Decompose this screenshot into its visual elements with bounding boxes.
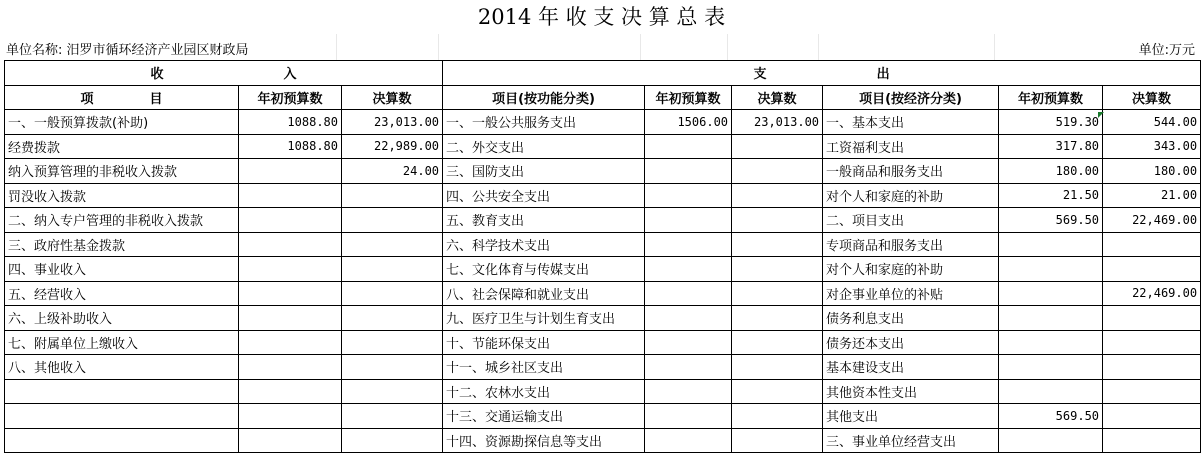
func-item-cell: 七、文化体育与传媒支出 xyxy=(443,257,645,282)
income-budget-cell xyxy=(239,183,342,208)
econ-budget-cell xyxy=(999,355,1103,380)
econ-final-cell xyxy=(1103,379,1201,404)
income-item-cell: 三、政府性基金拨款 xyxy=(5,232,239,257)
econ-item-cell: 债务利息支出 xyxy=(823,306,999,331)
budget-table xyxy=(4,60,1201,453)
table-row xyxy=(5,379,1201,404)
econ-budget-cell: 569.50 xyxy=(999,404,1103,429)
func-item-cell: 十三、交通运输支出 xyxy=(443,404,645,429)
table-row xyxy=(5,183,1201,208)
income-budget-cell xyxy=(239,404,342,429)
income-item-cell: 四、事业收入 xyxy=(5,257,239,282)
econ-item-cell: 三、事业单位经营支出 xyxy=(823,428,999,453)
section-header-row xyxy=(5,61,1201,86)
income-final-cell xyxy=(342,355,443,380)
econ-budget-cell xyxy=(999,379,1103,404)
income-label-2: 入 xyxy=(283,67,297,83)
income-item-cell: 一、一般预算拨款(补助) xyxy=(5,110,239,135)
func-item-cell: 十、节能环保支出 xyxy=(443,330,645,355)
item-label-1: 项 xyxy=(80,91,94,107)
report-title: 2014 年 收 支 决 算 总 表 xyxy=(477,5,726,29)
func-item-cell: 五、教育支出 xyxy=(443,208,645,233)
econ-final-cell: 22,469.00 xyxy=(1103,281,1201,306)
econ-final-cell xyxy=(1103,257,1201,282)
func-item-cell: 三、国防支出 xyxy=(443,159,645,184)
func-budget-cell xyxy=(645,379,732,404)
col-header-final-income: 决算数 xyxy=(342,85,443,110)
func-item-cell: 八、社会保障和就业支出 xyxy=(443,281,645,306)
income-budget-cell xyxy=(239,208,342,233)
econ-final-cell xyxy=(1103,306,1201,331)
col-header-budget-income: 年初预算数 xyxy=(239,85,342,110)
econ-budget-cell xyxy=(999,257,1103,282)
income-item-cell: 七、附属单位上缴收入 xyxy=(5,330,239,355)
col-header-budget-econ: 年初预算数 xyxy=(999,85,1103,110)
func-final-cell xyxy=(732,281,823,306)
func-final-cell xyxy=(732,379,823,404)
econ-budget-cell: 317.80 xyxy=(999,134,1103,159)
func-final-cell xyxy=(732,208,823,233)
col-header-budget-func: 年初预算数 xyxy=(645,85,732,110)
expense-label-1: 支 xyxy=(753,67,767,83)
func-final-cell xyxy=(732,330,823,355)
econ-budget-cell xyxy=(999,330,1103,355)
income-budget-cell xyxy=(239,330,342,355)
func-budget-cell xyxy=(645,330,732,355)
func-final-cell: 23,013.00 xyxy=(732,110,823,135)
table-row xyxy=(5,306,1201,331)
econ-final-cell xyxy=(1103,428,1201,453)
econ-item-cell: 一般商品和服务支出 xyxy=(823,159,999,184)
econ-budget-cell: 569.50 xyxy=(999,208,1103,233)
func-budget-cell xyxy=(645,232,732,257)
econ-item-cell: 其他资本性支出 xyxy=(823,379,999,404)
func-final-cell xyxy=(732,355,823,380)
table-row xyxy=(5,208,1201,233)
income-item-cell: 六、上级补助收入 xyxy=(5,306,239,331)
income-final-cell xyxy=(342,257,443,282)
func-budget-cell xyxy=(645,355,732,380)
income-item-cell: 五、经营收入 xyxy=(5,281,239,306)
func-final-cell xyxy=(732,183,823,208)
income-final-cell xyxy=(342,330,443,355)
income-item-cell: 罚没收入拨款 xyxy=(5,183,239,208)
econ-item-cell: 二、项目支出 xyxy=(823,208,999,233)
table-row xyxy=(5,281,1201,306)
income-budget-cell xyxy=(239,379,342,404)
cell-comment-marker xyxy=(1098,112,1104,118)
table-row xyxy=(5,257,1201,282)
func-item-cell: 一、一般公共服务支出 xyxy=(443,110,645,135)
income-budget-cell: 1088.80 xyxy=(239,134,342,159)
econ-budget-cell: 519.30 xyxy=(999,110,1103,135)
func-budget-cell xyxy=(645,134,732,159)
income-final-cell xyxy=(342,281,443,306)
table-row xyxy=(5,330,1201,355)
table-row xyxy=(5,159,1201,184)
income-final-cell xyxy=(342,232,443,257)
econ-item-cell: 对个人和家庭的补助 xyxy=(823,257,999,282)
econ-final-cell: 544.00 xyxy=(1103,110,1201,135)
unit-info-row xyxy=(0,34,1203,60)
func-final-cell xyxy=(732,232,823,257)
func-final-cell xyxy=(732,134,823,159)
econ-final-cell xyxy=(1103,355,1201,380)
econ-item-cell: 基本建设支出 xyxy=(823,355,999,380)
econ-item-cell: 其他支出 xyxy=(823,404,999,429)
econ-item-cell: 工资福利支出 xyxy=(823,134,999,159)
column-header-row xyxy=(5,85,1201,110)
col-header-func-item: 项目(按功能分类) xyxy=(443,85,645,110)
income-budget-cell xyxy=(239,281,342,306)
col-header-item xyxy=(5,85,239,110)
col-header-final-func: 决算数 xyxy=(732,85,823,110)
func-item-cell: 十一、城乡社区支出 xyxy=(443,355,645,380)
econ-item-cell: 对个人和家庭的补助 xyxy=(823,183,999,208)
unit-currency: 单位:万元 xyxy=(1138,43,1195,58)
col-header-econ-item: 项目(按经济分类) xyxy=(823,85,999,110)
func-budget-cell xyxy=(645,306,732,331)
func-final-cell xyxy=(732,159,823,184)
func-final-cell xyxy=(732,404,823,429)
func-budget-cell xyxy=(645,208,732,233)
expense-section-header xyxy=(443,61,1201,86)
income-budget-cell xyxy=(239,232,342,257)
econ-final-cell xyxy=(1103,330,1201,355)
income-final-cell xyxy=(342,404,443,429)
func-budget-cell xyxy=(645,404,732,429)
econ-final-cell xyxy=(1103,232,1201,257)
econ-item-cell: 一、基本支出 xyxy=(823,110,999,135)
col-header-final-econ: 决算数 xyxy=(1103,85,1201,110)
income-final-cell: 24.00 xyxy=(342,159,443,184)
item-label-2: 目 xyxy=(149,91,163,107)
func-item-cell: 十二、农林水支出 xyxy=(443,379,645,404)
income-item-cell: 纳入预算管理的非税收入拨款 xyxy=(5,159,239,184)
grid-line xyxy=(640,34,641,60)
econ-final-cell: 343.00 xyxy=(1103,134,1201,159)
econ-item-cell: 债务还本支出 xyxy=(823,330,999,355)
econ-final-cell: 180.00 xyxy=(1103,159,1201,184)
econ-budget-cell: 21.50 xyxy=(999,183,1103,208)
table-row xyxy=(5,355,1201,380)
income-budget-cell xyxy=(239,306,342,331)
income-section-header xyxy=(5,61,443,86)
func-budget-cell xyxy=(645,281,732,306)
func-budget-cell xyxy=(645,257,732,282)
table-row xyxy=(5,110,1201,135)
grid-line xyxy=(438,34,439,60)
grid-line xyxy=(818,34,819,60)
income-item-cell xyxy=(5,428,239,453)
func-item-cell: 六、科学技术支出 xyxy=(443,232,645,257)
table-row xyxy=(5,232,1201,257)
econ-final-cell xyxy=(1103,404,1201,429)
table-row xyxy=(5,428,1201,453)
econ-final-cell: 22,469.00 xyxy=(1103,208,1201,233)
income-item-cell xyxy=(5,379,239,404)
table-row xyxy=(5,404,1201,429)
func-budget-cell xyxy=(645,159,732,184)
econ-budget-cell xyxy=(999,281,1103,306)
func-final-cell xyxy=(732,306,823,331)
income-item-cell: 经费拨款 xyxy=(5,134,239,159)
func-item-cell: 二、外交支出 xyxy=(443,134,645,159)
grid-line xyxy=(994,34,995,60)
econ-budget-cell xyxy=(999,232,1103,257)
econ-final-cell: 21.00 xyxy=(1103,183,1201,208)
income-final-cell xyxy=(342,208,443,233)
income-label-1: 收 xyxy=(150,67,164,83)
income-item-cell: 二、纳入专户管理的非税收入拨款 xyxy=(5,208,239,233)
func-budget-cell: 1506.00 xyxy=(645,110,732,135)
econ-item-cell: 专项商品和服务支出 xyxy=(823,232,999,257)
income-item-cell: 八、其他收入 xyxy=(5,355,239,380)
income-final-cell: 23,013.00 xyxy=(342,110,443,135)
func-item-cell: 十四、资源勘探信息等支出 xyxy=(443,428,645,453)
income-final-cell xyxy=(342,306,443,331)
expense-label-2: 出 xyxy=(876,67,890,83)
income-budget-cell: 1088.80 xyxy=(239,110,342,135)
income-item-cell xyxy=(5,404,239,429)
table-row xyxy=(5,134,1201,159)
income-final-cell xyxy=(342,379,443,404)
income-budget-cell xyxy=(239,428,342,453)
econ-budget-cell xyxy=(999,306,1103,331)
econ-item-cell: 对企事业单位的补贴 xyxy=(823,281,999,306)
income-final-cell: 22,989.00 xyxy=(342,134,443,159)
income-final-cell xyxy=(342,428,443,453)
income-budget-cell xyxy=(239,159,342,184)
func-budget-cell xyxy=(645,183,732,208)
grid-line xyxy=(727,34,728,60)
grid-line xyxy=(336,34,337,60)
income-budget-cell xyxy=(239,355,342,380)
income-budget-cell xyxy=(239,257,342,282)
func-budget-cell xyxy=(645,428,732,453)
econ-budget-cell xyxy=(999,428,1103,453)
func-item-cell: 九、医疗卫生与计划生育支出 xyxy=(443,306,645,331)
econ-budget-cell: 180.00 xyxy=(999,159,1103,184)
func-item-cell: 四、公共安全支出 xyxy=(443,183,645,208)
income-final-cell xyxy=(342,183,443,208)
func-final-cell xyxy=(732,257,823,282)
func-final-cell xyxy=(732,428,823,453)
unit-name: 单位名称: 汨罗市循环经济产业园区财政局 xyxy=(6,43,249,58)
